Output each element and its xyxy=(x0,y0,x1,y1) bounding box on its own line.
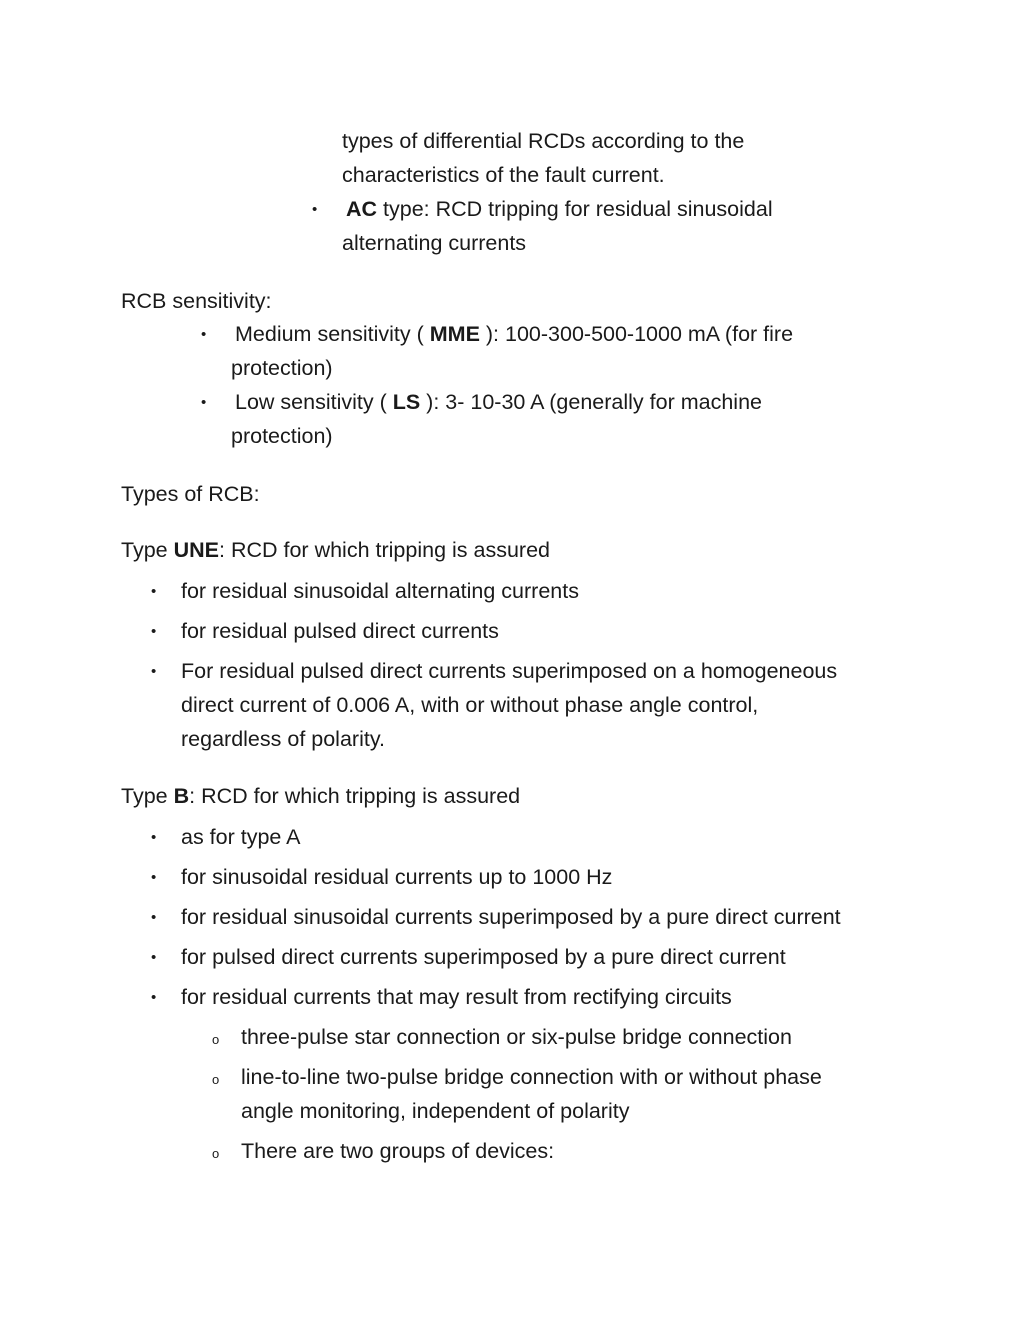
bullet-icon: • xyxy=(151,623,157,640)
list-item-continuation: protection) xyxy=(231,424,333,448)
list-item: for sinusoidal residual currents up to 1000 Hz xyxy=(181,865,613,889)
list-item: for residual sinusoidal alternating currents xyxy=(181,579,579,603)
list-item xyxy=(235,321,793,347)
intro-line: types of differential RCDs according to the xyxy=(342,129,745,153)
circle-bullet-icon: o xyxy=(212,1146,220,1161)
bullet-icon: • xyxy=(151,909,157,926)
bold-term: MME xyxy=(429,322,480,346)
circle-bullet-icon: o xyxy=(212,1072,220,1087)
sub-list-item-continuation: angle monitoring, independent of polarity xyxy=(241,1099,630,1123)
list-item-continuation: alternating currents xyxy=(342,231,527,255)
list-item: For residual pulsed direct currents superimposed on a homogeneous xyxy=(181,659,838,683)
list-item: for residual currents that may result from rectifying circuits xyxy=(181,985,732,1009)
type-heading xyxy=(121,537,550,563)
list-item xyxy=(235,389,762,415)
section-heading: RCB sensitivity: xyxy=(121,289,272,313)
bullet-icon: • xyxy=(201,394,207,411)
heading-text: Type xyxy=(121,538,174,562)
bold-term: LS xyxy=(392,390,421,414)
intro-line: characteristics of the fault current. xyxy=(342,163,665,187)
bullet-icon: • xyxy=(201,326,207,343)
sub-list-item: three-pulse star connection or six-pulse bridge connection xyxy=(241,1025,792,1049)
heading-text: Type xyxy=(121,784,174,808)
sub-list-item: There are two groups of devices: xyxy=(241,1139,555,1163)
bullet-icon: • xyxy=(151,583,157,600)
list-item: for residual pulsed direct currents xyxy=(181,619,499,643)
bullet-icon: • xyxy=(151,989,157,1006)
list-item-continuation: regardless of polarity. xyxy=(181,727,385,751)
list-item xyxy=(346,196,773,222)
list-item: for residual sinusoidal currents superimposed by a pure direct current xyxy=(181,905,841,929)
heading-text: : RCD for which tripping is assured xyxy=(189,784,521,808)
bullet-icon: • xyxy=(151,663,157,680)
bold-term: B xyxy=(173,784,190,808)
list-item-continuation: direct current of 0.006 A, with or without phase angle control, xyxy=(181,693,759,717)
bullet-icon: • xyxy=(151,829,157,846)
type-heading xyxy=(121,783,520,809)
bullet-icon: • xyxy=(312,201,318,218)
bold-term: UNE xyxy=(173,538,219,562)
item-text: Medium sensitivity ( xyxy=(235,322,430,346)
bullet-icon: • xyxy=(151,949,157,966)
item-text: Low sensitivity ( xyxy=(235,390,393,414)
section-heading: Types of RCB: xyxy=(121,482,260,506)
list-item: for pulsed direct currents superimposed by a pure direct current xyxy=(181,945,786,969)
list-item: as for type A xyxy=(181,825,301,849)
sub-list-item: line-to-line two-pulse bridge connection with or without phase xyxy=(241,1065,822,1089)
list-item-continuation: protection) xyxy=(231,356,333,380)
circle-bullet-icon: o xyxy=(212,1032,220,1047)
bullet-icon: • xyxy=(151,869,157,886)
item-text: type: RCD tripping for residual sinusoidal xyxy=(377,197,773,221)
item-text: ): 3- 10-30 A (generally for machine xyxy=(420,390,762,414)
item-text: ): 100-300-500-1000 mA (for fire xyxy=(479,322,794,346)
bold-term: AC xyxy=(346,197,378,221)
heading-text: : RCD for which tripping is assured xyxy=(219,538,550,562)
